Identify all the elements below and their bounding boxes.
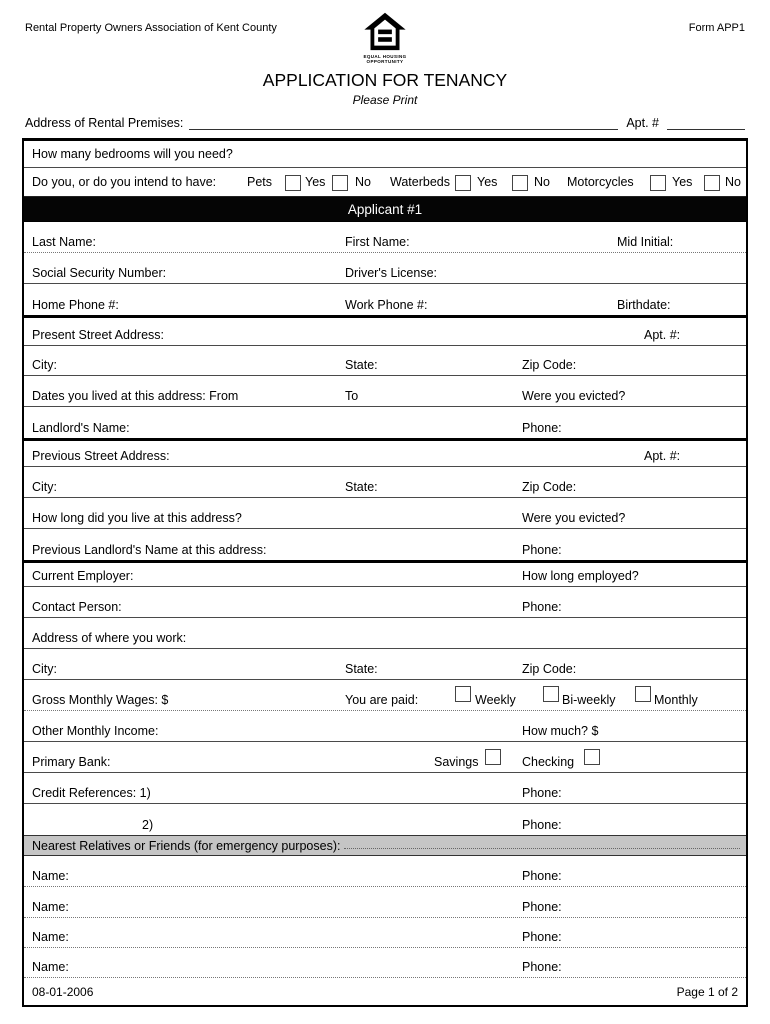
home-phone-label: Home Phone #:	[32, 298, 119, 312]
other-income-label: Other Monthly Income:	[32, 724, 159, 738]
application-form-table	[22, 138, 748, 1007]
work-city-label: City:	[32, 662, 57, 676]
relative-name-label: Name:	[32, 900, 69, 914]
relative-phone-label: Phone:	[522, 960, 562, 974]
row-name	[24, 222, 746, 253]
relatives-section-title: Nearest Relatives or Friends (for emergency purposes):	[32, 839, 341, 853]
row-credit-ref-2	[24, 804, 746, 835]
pets-yes-label: Yes	[305, 175, 326, 189]
pets-no-label: No	[355, 175, 371, 189]
previous-landlord-label: Previous Landlord's Name at this address:	[32, 543, 267, 557]
pets-yes-checkbox[interactable]	[285, 175, 301, 191]
row-present-landlord	[24, 407, 746, 438]
pets-label: Pets	[247, 175, 273, 189]
first-name-label: First Name:	[345, 235, 410, 249]
how-much-label: How much? $	[522, 724, 599, 738]
work-state-label: State:	[345, 662, 378, 676]
landlord-name-label: Landlord's Name:	[32, 421, 130, 435]
page-title: APPLICATION FOR TENANCY	[262, 70, 508, 90]
equal-housing-logo	[0, 12, 770, 64]
work-phone-label: Work Phone #:	[345, 298, 428, 312]
relatives-title-fill-line	[344, 848, 740, 849]
logo-caption-line2: OPPORTUNITY	[366, 59, 404, 64]
contact-person-label: Contact Person:	[32, 600, 122, 614]
page-indicator: Page 1 of 2	[676, 985, 738, 999]
row-phones-birthdate	[24, 284, 746, 315]
form-footer	[24, 978, 746, 1005]
equal-housing-house-icon	[362, 12, 408, 54]
dates-to-label: To	[345, 389, 359, 403]
relative-name-label: Name:	[32, 869, 69, 883]
monthly-label: Monthly	[654, 693, 698, 707]
contact-phone-label: Phone:	[522, 600, 562, 614]
present-street-label: Present Street Address:	[32, 328, 165, 342]
credit-ref-2-phone-label: Phone:	[522, 818, 562, 832]
row-wages-paid	[24, 680, 746, 711]
form-code: Form APP1	[688, 22, 745, 34]
pets-no-checkbox[interactable]	[332, 175, 348, 191]
motorcycles-label: Motorcycles	[567, 175, 634, 189]
row-previous-street	[24, 441, 746, 467]
waterbeds-yes-label: Yes	[477, 175, 498, 189]
birthdate-label: Birthdate:	[617, 298, 671, 312]
print-note: Please Print	[352, 93, 418, 107]
dates-lived-label: Dates you lived at this address: From	[32, 389, 239, 403]
row-work-city	[24, 649, 746, 680]
paid-biweekly-checkbox[interactable]	[543, 686, 559, 702]
drivers-license-label: Driver's License:	[345, 266, 437, 280]
motorcycles-no-label: No	[725, 175, 741, 189]
how-long-employed-label: How long employed?	[522, 569, 639, 583]
row-intend-to-have	[24, 168, 746, 197]
present-zip-label: Zip Code:	[522, 358, 577, 372]
row-present-city	[24, 346, 746, 376]
relative-phone-label: Phone:	[522, 869, 562, 883]
landlord-phone-label: Phone:	[522, 421, 562, 435]
paid-monthly-checkbox[interactable]	[635, 686, 651, 702]
checking-checkbox[interactable]	[584, 749, 600, 765]
previous-howlong-label: How long did you live at this address?	[32, 511, 242, 525]
relative-phone-label: Phone:	[522, 930, 562, 944]
applicant-section-header: Applicant #1	[24, 197, 746, 222]
relative-phone-label: Phone:	[522, 900, 562, 914]
row-relative-3	[24, 918, 746, 948]
row-present-dates	[24, 376, 746, 407]
row-credit-ref-1	[24, 773, 746, 804]
motorcycles-yes-checkbox[interactable]	[650, 175, 666, 191]
rental-premises-line	[25, 112, 745, 130]
row-employer	[24, 563, 746, 587]
checking-label: Checking	[522, 755, 575, 769]
row-relative-4	[24, 948, 746, 978]
biweekly-label: Bi-weekly	[562, 693, 616, 707]
paid-frequency-label: You are paid:	[345, 693, 419, 707]
gross-wages-label: Gross Monthly Wages: $	[32, 693, 169, 707]
row-relative-1	[24, 856, 746, 887]
present-state-label: State:	[345, 358, 378, 372]
present-city-label: City:	[32, 358, 57, 372]
row-contact-person	[24, 587, 746, 618]
rental-premises-input-line[interactable]	[189, 116, 618, 130]
relatives-section-header	[24, 835, 746, 856]
previous-state-label: State:	[345, 480, 378, 494]
waterbeds-label: Waterbeds	[390, 175, 450, 189]
row-present-street	[24, 318, 746, 346]
work-zip-label: Zip Code:	[522, 662, 577, 676]
credit-ref-2-label: 2)	[142, 818, 154, 832]
previous-evicted-label: Were you evicted?	[522, 511, 626, 525]
savings-label: Savings	[434, 755, 479, 769]
primary-bank-label: Primary Bank:	[32, 755, 111, 769]
organization-name: Rental Property Owners Association of Kent County	[25, 22, 277, 34]
ssn-label: Social Security Number:	[32, 266, 167, 280]
mid-initial-label: Mid Initial:	[617, 235, 674, 249]
present-evicted-label: Were you evicted?	[522, 389, 626, 403]
row-primary-bank	[24, 742, 746, 773]
credit-ref-1-phone-label: Phone:	[522, 786, 562, 800]
row-other-income	[24, 711, 746, 742]
motorcycles-no-checkbox[interactable]	[704, 175, 720, 191]
row-ssn-license	[24, 253, 746, 284]
previous-landlord-phone-label: Phone:	[522, 543, 562, 557]
logo-caption-line1: EQUAL HOUSING	[363, 54, 407, 59]
present-apt-label: Apt. #:	[644, 328, 681, 342]
motorcycles-yes-label: Yes	[672, 175, 693, 189]
current-employer-label: Current Employer:	[32, 569, 134, 583]
paid-weekly-checkbox[interactable]	[455, 686, 471, 702]
previous-apt-label: Apt. #:	[644, 449, 681, 463]
bedrooms-question: How many bedrooms will you need?	[32, 147, 233, 161]
previous-zip-label: Zip Code:	[522, 480, 577, 494]
credit-ref-1-label: Credit References: 1)	[32, 786, 151, 800]
previous-street-label: Previous Street Address:	[32, 449, 170, 463]
waterbeds-no-label: No	[534, 175, 550, 189]
rental-premises-label: Address of Rental Premises:	[25, 116, 184, 130]
waterbeds-no-checkbox[interactable]	[512, 175, 528, 191]
intend-question: Do you, or do you intend to have:	[32, 175, 217, 189]
row-previous-howlong	[24, 498, 746, 529]
waterbeds-yes-checkbox[interactable]	[455, 175, 471, 191]
row-bedrooms	[24, 141, 746, 168]
last-name-label: Last Name:	[32, 235, 96, 249]
row-relative-2	[24, 887, 746, 918]
apt-number-input-line[interactable]	[667, 116, 745, 130]
previous-city-label: City:	[32, 480, 57, 494]
relative-name-label: Name:	[32, 960, 69, 974]
revision-date: 08-01-2006	[32, 985, 94, 999]
row-work-address	[24, 618, 746, 649]
row-previous-landlord	[24, 529, 746, 560]
weekly-label: Weekly	[475, 693, 516, 707]
work-address-label: Address of where you work:	[32, 631, 187, 645]
apt-number-label: Apt. #	[626, 116, 659, 130]
row-previous-city	[24, 467, 746, 498]
savings-checkbox[interactable]	[485, 749, 501, 765]
relative-name-label: Name:	[32, 930, 69, 944]
